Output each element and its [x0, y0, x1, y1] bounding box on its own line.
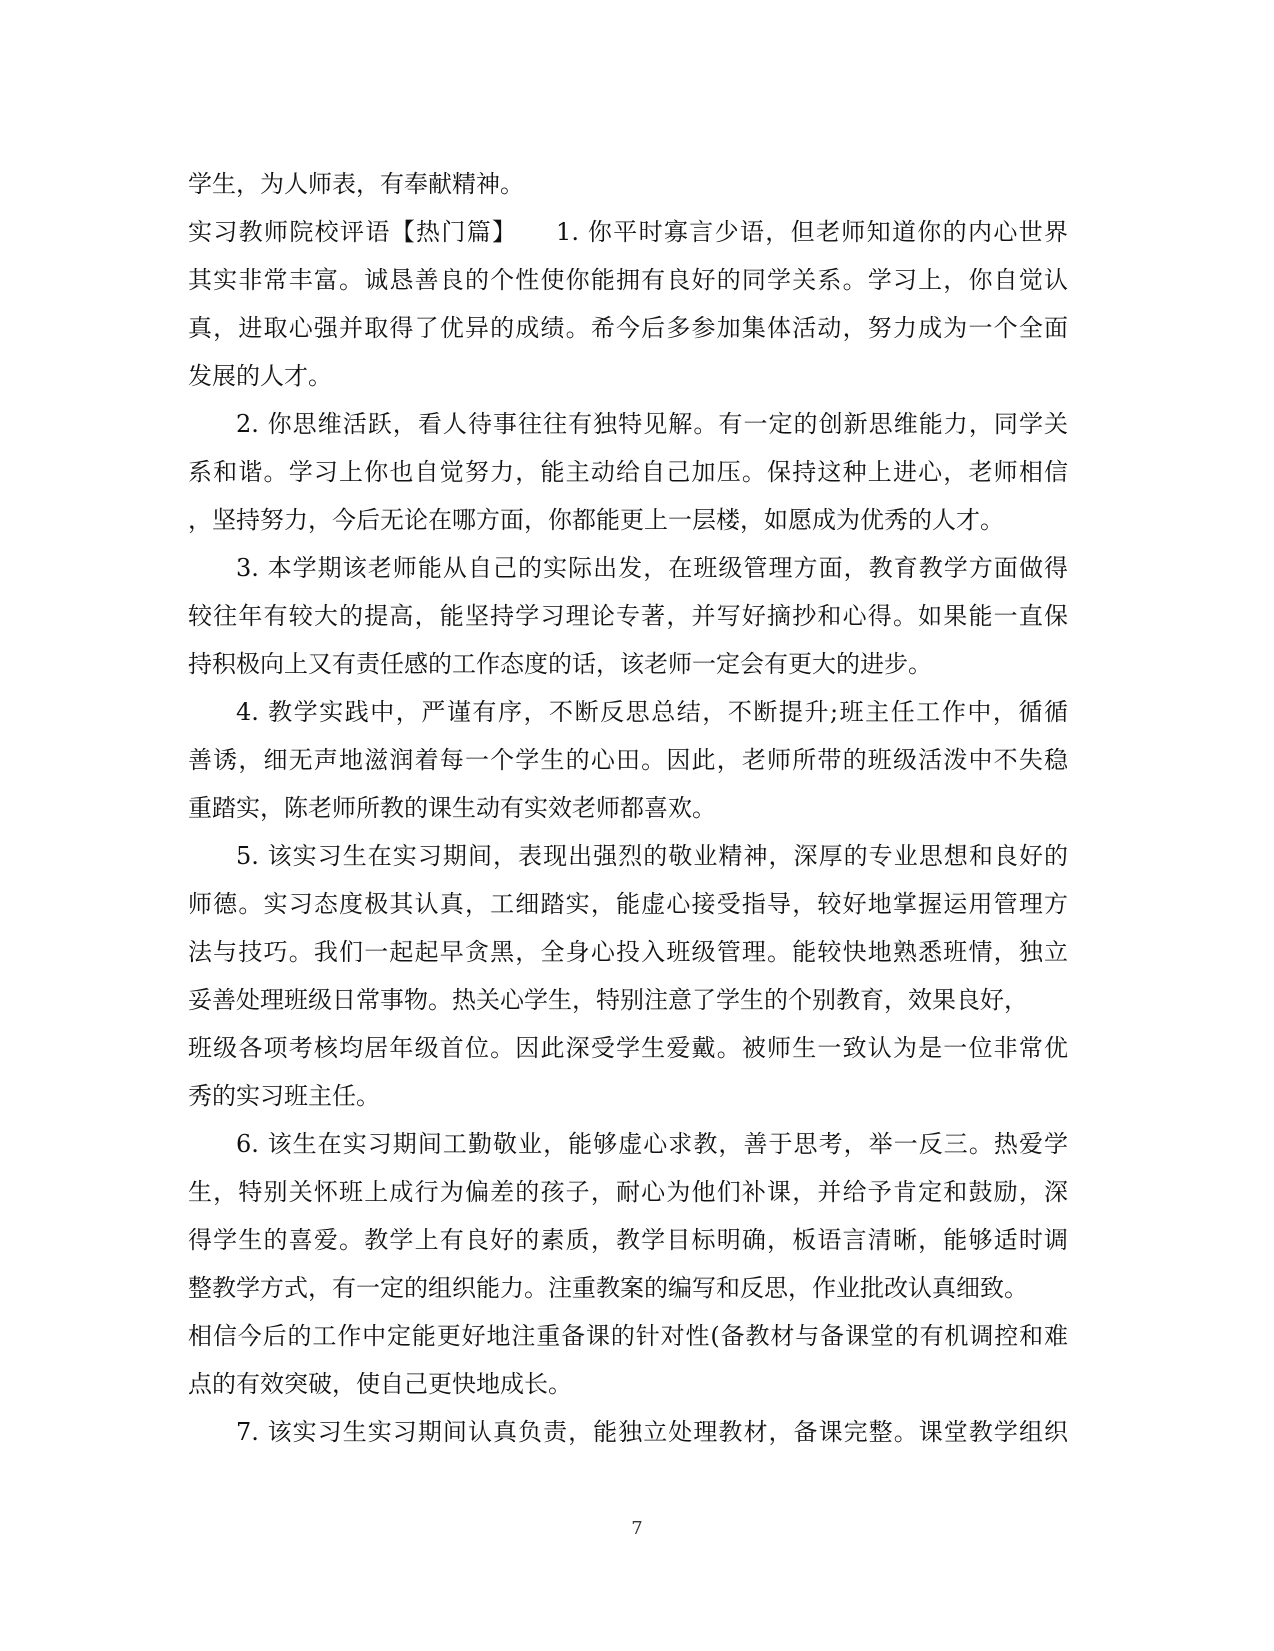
text-line: 秀的实习班主任。	[188, 1082, 380, 1110]
text-line: 较往年有较大的提高，能坚持学习理论专著，并写好摘抄和心得。如果能一直保	[188, 602, 1068, 630]
text-line: 4. 教学实践中，严谨有序，不断反思总结，不断提升;班主任工作中，循循	[236, 698, 1068, 726]
text-line: 7. 该实习生实习期间认真负责，能独立处理教材，备课完整。课堂教学组织	[236, 1418, 1068, 1446]
text-line: 发展的人才。	[188, 362, 332, 390]
text-line: 善诱，细无声地滋润着每一个学生的心田。因此，老师所带的班级活泼中不失稳	[188, 746, 1068, 774]
body-text	[188, 160, 1068, 1456]
text-line: 重踏实，陈老师所教的课生动有实效老师都喜欢。	[188, 794, 716, 822]
text-line: 实习教师院校评语【热门篇】 1. 你平时寡言少语，但老师知道你的内心世界	[188, 218, 1068, 246]
text-line: 2. 你思维活跃，看人待事往往有独特见解。有一定的创新思维能力，同学关	[236, 410, 1068, 438]
text-line: 班级各项考核均居年级首位。因此深受学生爱戴。被师生一致认为是一位非常优	[188, 1034, 1068, 1062]
text-line: 整教学方式，有一定的组织能力。注重教案的编写和反思，作业批改认真细致。	[188, 1274, 1028, 1302]
text-line: 学生，为人师表，有奉献精神。	[188, 170, 524, 198]
text-line: 6. 该生在实习期间工勤敬业，能够虚心求教，善于思考，举一反三。热爱学	[236, 1130, 1068, 1158]
text-line: 5. 该实习生在实习期间，表现出强烈的敬业精神，深厚的专业思想和良好的	[236, 842, 1068, 870]
text-line: ，坚持努力，今后无论在哪方面，你都能更上一层楼，如愿成为优秀的人才。	[188, 506, 1004, 534]
text-line: 其实非常丰富。诚恳善良的个性使你能拥有良好的同学关系。学习上，你自觉认	[188, 266, 1068, 294]
text-line: 相信今后的工作中定能更好地注重备课的针对性(备教材与备课堂的有机调控和难	[188, 1322, 1068, 1350]
text-line: 持积极向上又有责任感的工作态度的话，该老师一定会有更大的进步。	[188, 650, 932, 678]
text-line: 生，特别关怀班上成行为偏差的孩子，耐心为他们补课，并给予肯定和鼓励，深	[188, 1178, 1068, 1206]
text-line: 真，进取心强并取得了优异的成绩。希今后多参加集体活动，努力成为一个全面	[188, 314, 1068, 342]
text-line: 系和谐。学习上你也自觉努力，能主动给自己加压。保持这种上进心，老师相信	[188, 458, 1068, 486]
page-number: 7	[631, 1518, 643, 1539]
text-line: 3. 本学期该老师能从自己的实际出发，在班级管理方面，教育教学方面做得	[236, 554, 1068, 582]
text-line: 法与技巧。我们一起起早贪黑，全身心投入班级管理。能较快地熟悉班情，独立	[188, 938, 1068, 966]
text-line: 点的有效突破，使自己更快地成长。	[188, 1370, 572, 1398]
text-line: 师德。实习态度极其认真，工细踏实，能虚心接受指导，较好地掌握运用管理方	[188, 890, 1068, 918]
text-line: 妥善处理班级日常事物。热关心学生，特别注意了学生的个别教育，效果良好，	[188, 986, 1028, 1014]
text-line: 得学生的喜爱。教学上有良好的素质，教学目标明确，板语言清晰，能够适时调	[188, 1226, 1068, 1254]
